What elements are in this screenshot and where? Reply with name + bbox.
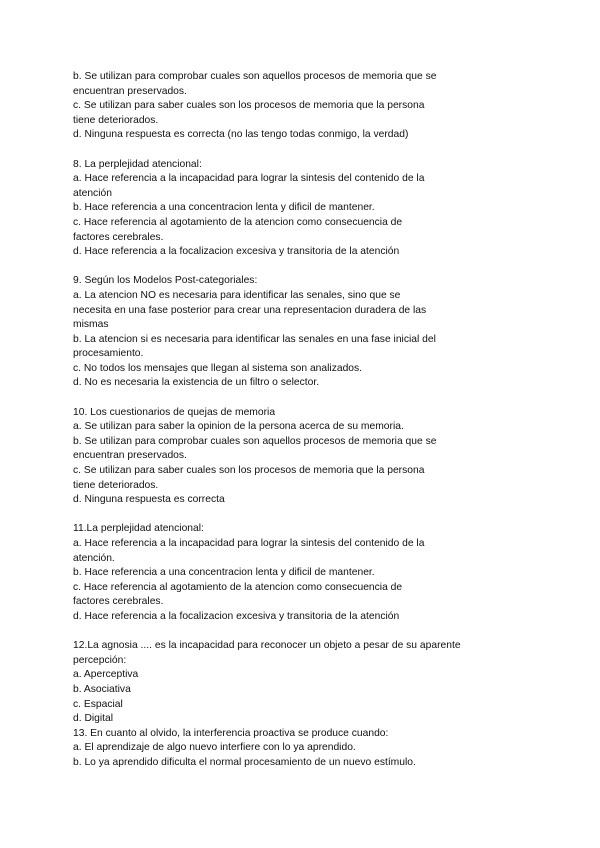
answer-option-d: d. Ninguna respuesta es correcta (no las tengo todas conmigo, la verdad): [73, 129, 409, 141]
answer-option-a: a. La atencion NO es necesaria para identificar las senales, sino que se necesita en una fase posterior para crear una representacion duradera de las mismas: [73, 289, 427, 331]
document-page: [73, 70, 543, 771]
question-11: [73, 522, 543, 624]
answer-option-a: a. Hace referencia a la incapacidad para lograr la sintesis del contenido de la atención: [73, 173, 425, 199]
answer-option-d: d. Hace referencia a la focalizacion excesiva y transitoria de la atención: [73, 610, 400, 622]
question-12: [73, 639, 543, 727]
answer-option-c: c. No todos los mensajes que llegan al sistema son analizados.: [73, 362, 363, 374]
answer-option-d: d. Digital: [73, 713, 114, 725]
answer-option-a: a. Hace referencia a la incapacidad para lograr la sintesis del contenido de la atención.: [73, 538, 425, 564]
answer-option-a: a. Se utilizan para saber la opinion de la persona acerca de su memoria.: [73, 421, 404, 433]
answer-option-b: b. Asociativa: [73, 683, 131, 695]
question-8: [73, 158, 543, 260]
question-stem-continued: percepción:: [73, 654, 127, 666]
question-10: [73, 406, 543, 508]
answer-option-b: b. Hace referencia a una concentracion lenta y dificil de mantener.: [73, 567, 375, 579]
question-stem: 12.La agnosia .... es la incapacidad para reconocer un objeto a pesar de su aparente: [73, 640, 461, 652]
question-stem: 11.La perplejidad atencional:: [73, 523, 204, 535]
answer-option-b: b. Hace referencia a una concentracion lenta y dificil de mantener.: [73, 202, 375, 214]
answer-option-c: c. Se utilizan para saber cuales son los procesos de memoria que la persona tiene deteriorados.: [73, 465, 425, 491]
question-stem: 9. Según los Modelos Post-categoriales:: [73, 275, 258, 287]
question-stem: 13. En cuanto al olvido, la interferencia proactiva se produce cuando:: [73, 727, 389, 739]
answer-option-b: b. Se utilizan para comprobar cuales son aquellos procesos de memoria que se encuentran preservados.: [73, 435, 437, 462]
question-9: [73, 274, 543, 391]
answer-option-c: c. Se utilizan para saber cuales son los procesos de memoria que la persona tiene deteriorados.: [73, 100, 425, 126]
answer-option-b: b. Se utilizan para comprobar cuales son aquellos procesos de memoria que se encuentran preservados.: [73, 71, 437, 97]
question-13: [73, 727, 543, 771]
answer-option-d: d. No es necesaria la existencia de un filtro o selector.: [73, 377, 320, 389]
answer-option-b: b. Lo ya aprendido dificulta el normal procesamiento de un nuevo estímulo.: [73, 756, 416, 768]
answer-option-d: d. Hace referencia a la focalizacion excesiva y transitoria de la atención: [73, 246, 400, 258]
question-stem: 10. Los cuestionarios de quejas de memoria: [73, 406, 276, 418]
question-stem: 8. La perplejidad atencional:: [73, 158, 202, 170]
answer-option-a: a. Aperceptiva: [73, 669, 139, 681]
answer-option-c: c. Hace referencia al agotamiento de la atencion como consecuencia de factores cerebrales.: [73, 216, 403, 243]
answer-option-c: c. Espacial: [73, 698, 123, 710]
answer-option-d: d. Ninguna respuesta es correcta: [73, 494, 225, 506]
answer-option-a: a. El aprendizaje de algo nuevo interfiere con lo ya aprendido.: [73, 742, 356, 754]
answer-option-b: b. La atencion si es necesaria para identificar las senales en una fase inicial del procesamiento.: [73, 333, 436, 360]
answer-option-c: c. Hace referencia al agotamiento de la atencion como consecuencia de factores cerebrales.: [73, 581, 403, 608]
